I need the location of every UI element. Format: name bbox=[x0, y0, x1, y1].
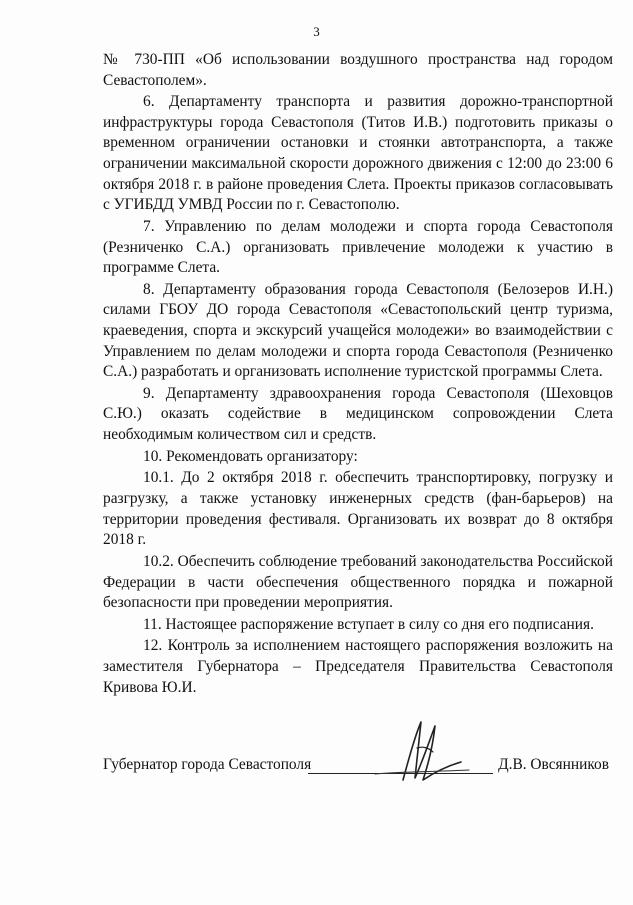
paragraph-item-7: 7. Управлению по делам молодежи и спорта города Севастополя (Резниченко С.А.) организовать привлечение молодежи к участию в программе Слета. bbox=[103, 217, 613, 277]
paragraph-item-6: 6. Департаменту транспорта и развития дорожно-транспортной инфраструктуры города Севастополя (Титов И.В.) подготовить приказы о временном ограничении остановки и стоянки автотранспорта, а также ограничении максимальной скорости дорожного движения с 12:00 до 23:00 6 октября 2018 г. в районе проведения Слета. Проекты приказов согласовывать с УГИБДД УМВД России по г. Севастополю. bbox=[103, 93, 613, 214]
paragraph-item-10-1: 10.1. До 2 октября 2018 г. обеспечить транспортировку, погрузку и разгрузку, а также установку инженерных средств (фан-барьеров) на территории проведения фестиваля. Организовать их возврат до 8 октября 2018 г. bbox=[103, 469, 613, 549]
paragraph-item-12: 12. Контроль за исполнением настоящего распоряжения возложить на заместителя Губернатора – Председателя Правительства Севастополя Кривова Ю.И. bbox=[103, 637, 613, 696]
signatory-name: Д.В. Овсянников bbox=[498, 756, 609, 773]
paragraph-item-10: 10. Рекомендовать организатору: bbox=[143, 447, 358, 465]
paragraph-item-9: 9. Департаменту здравоохранения города Севастополя (Шеховцов С.Ю.) оказать содействие в медицинском сопровождении Слета необходимым количеством сил и средств. bbox=[103, 384, 613, 444]
signature-block bbox=[103, 748, 613, 784]
paragraph-continuation: № 730-ПП «Об использовании воздушного пространства над городом Севастополем». bbox=[103, 51, 613, 89]
paragraph-item-10-2: 10.2. Обеспечить соблюдение требований законодательства Российской Федерации в части обеспечения общественного порядка и пожарной безопасности при проведении мероприятия. bbox=[103, 552, 613, 612]
page-number: 3 bbox=[313, 24, 320, 39]
paragraph-item-8: 8. Департаменту образования города Севастополя (Белозеров И.Н.) силами ГБОУ ДО города Севастополя «Севастопольский центр туризма, краеведения, спорта и экскурсий учащейся молодежи» во взаимодействии с Управлением по делам молодежи и спорта города Севастополя (Резниченко С.А.) разработать и организовать исполнение туристской программы Слета. bbox=[103, 280, 613, 381]
handwritten-signature bbox=[365, 718, 475, 788]
document-body bbox=[103, 50, 613, 699]
signatory-position: Губернатор города Севастополя bbox=[103, 756, 312, 773]
paragraph-item-11: 11. Настоящее распоряжение вступает в силу со дня его подписания. bbox=[143, 615, 594, 633]
